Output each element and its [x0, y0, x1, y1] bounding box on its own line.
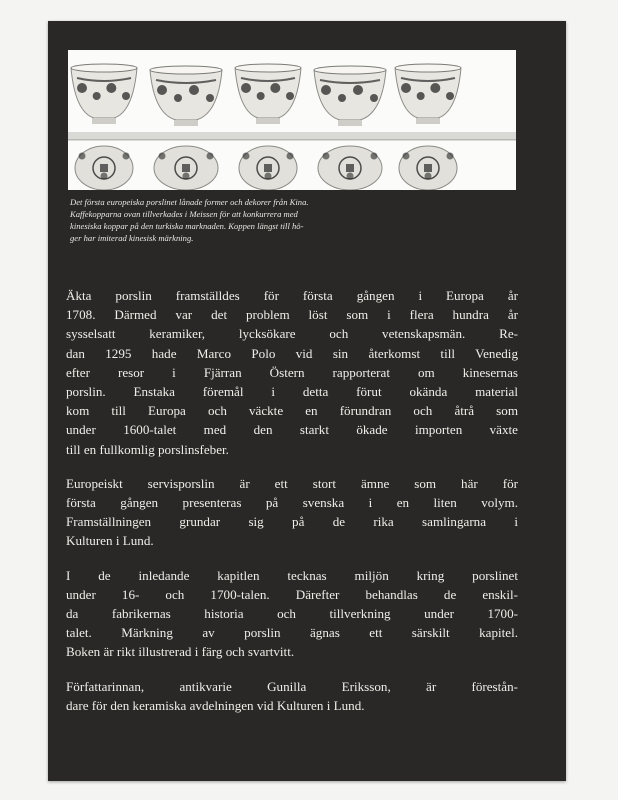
- cup-mark: [264, 164, 272, 172]
- text-line: da fabrikernas historia och tillverkning under 1700-: [66, 606, 518, 622]
- shelf-edge: [68, 139, 516, 141]
- cup-decor: [371, 153, 378, 160]
- text-line: 1708. Därmed var det problem löst som i flera hundra år: [66, 307, 518, 323]
- cup-decor: [243, 153, 250, 160]
- text-line: Kulturen i Lund.: [66, 533, 154, 549]
- cup-decor: [323, 153, 330, 160]
- cup-foot: [174, 120, 198, 126]
- cup-mark: [100, 164, 108, 172]
- text-line: kom till Europa och väckte en förundran och åtrå som: [66, 403, 518, 419]
- cup-decor: [77, 83, 87, 93]
- caption-line: ger har imiterad kinesisk märkning.: [70, 233, 194, 243]
- cup-decor: [159, 153, 166, 160]
- cup-decor: [286, 92, 294, 100]
- caption-line: Kaffekopparna ovan tillverkades i Meissen för att konkurrera med: [70, 209, 298, 219]
- cups-illustration: [68, 50, 516, 190]
- cup-rim: [150, 66, 222, 74]
- paragraph: [66, 566, 518, 662]
- glass-shelf: [68, 132, 516, 140]
- text-line: sysselsatt keramiker, lycksökare och vetenskapsmän. Re-: [66, 326, 518, 342]
- text-line: Boken är rikt illustrerad i färg och svartvitt.: [66, 644, 295, 660]
- cup-mark: [182, 164, 190, 172]
- text-line: under 1600-talet med den starkt ökade importen växte: [66, 422, 518, 438]
- paragraph: [66, 474, 518, 551]
- cup-decor: [174, 94, 182, 102]
- cup-rim: [395, 64, 461, 72]
- cup-foot: [416, 118, 440, 124]
- cup-decor: [207, 153, 214, 160]
- cup-rim: [235, 64, 301, 72]
- cup-decor: [257, 92, 265, 100]
- text-line: under 16- och 1700-talen. Därefter behandlas de enskil-: [66, 586, 518, 602]
- text-line: Framställningen grundar sig på de rika samlingarna i: [66, 514, 518, 530]
- cup-decor: [403, 153, 410, 160]
- cup-rim: [314, 66, 386, 74]
- text-line: efter resor i Fjärran Östern rapporterat om kinesernas: [66, 364, 518, 380]
- cup-decor: [101, 173, 108, 180]
- cup-decor: [183, 173, 190, 180]
- cup-decor: [338, 94, 346, 102]
- cup-decor: [353, 85, 363, 95]
- cup-decor: [206, 94, 214, 102]
- cup-decor: [189, 85, 199, 95]
- paragraph: [66, 286, 518, 459]
- cup-decor: [321, 85, 331, 95]
- text-line: Europeiskt servisporslin är ett stort ämne som här för: [66, 475, 518, 491]
- cup-mark: [346, 164, 354, 172]
- text-line: Äkta porslin framställdes för första gången i Europa år: [66, 288, 518, 303]
- cup-decor: [122, 92, 130, 100]
- cup-decor: [270, 83, 280, 93]
- text-line: dare för den keramiska avdelningen vid Kulturen i Lund.: [66, 697, 365, 713]
- cup-decor: [370, 94, 378, 102]
- caption-line: kinesiska koppar på den turkiska marknaden. Koppen längst till hö-: [70, 221, 304, 231]
- cup-decor: [157, 85, 167, 95]
- text-line: till en fullkomlig porslinsfeber.: [66, 441, 229, 457]
- cup-rim: [71, 64, 137, 72]
- cup-mark: [424, 164, 432, 172]
- cup-decor: [446, 92, 454, 100]
- cup-decor: [401, 83, 411, 93]
- porcelain-cups-photo: [68, 50, 516, 190]
- cup-decor: [241, 83, 251, 93]
- text-line: porslin. Enstaka föremål i detta förut okända material: [66, 384, 518, 400]
- text-line: första gången presenteras på svenska i en liten volym.: [66, 495, 518, 511]
- cup-decor: [425, 173, 432, 180]
- cup-decor: [79, 153, 86, 160]
- paragraph: [66, 677, 518, 715]
- cup-decor: [123, 153, 130, 160]
- caption-line: Det första europeiska porslinet lånade former och dekorer från Kina.: [70, 197, 309, 207]
- photo-caption: [70, 196, 520, 244]
- cup-foot: [256, 118, 280, 124]
- cup-foot: [338, 120, 362, 126]
- text-line: I de inledande kapitlen tecknas miljön kring porslinet: [66, 567, 518, 583]
- blurb-text: [66, 286, 518, 730]
- cup-decor: [106, 83, 116, 93]
- cup-decor: [347, 173, 354, 180]
- cup-decor: [93, 92, 101, 100]
- cup-decor: [430, 83, 440, 93]
- text-line: talet. Märkning av porslin ägnas ett särskilt kapitel.: [66, 625, 518, 641]
- text-line: Författarinnan, antikvarie Gunilla Eriksson, är förestån-: [66, 678, 518, 694]
- cup-decor: [417, 92, 425, 100]
- text-line: dan 1295 hade Marco Polo vid sin återkomst till Venedig: [66, 345, 518, 361]
- cup-foot: [92, 118, 116, 124]
- cup-decor: [447, 153, 454, 160]
- cup-decor: [287, 153, 294, 160]
- cup-decor: [265, 173, 272, 180]
